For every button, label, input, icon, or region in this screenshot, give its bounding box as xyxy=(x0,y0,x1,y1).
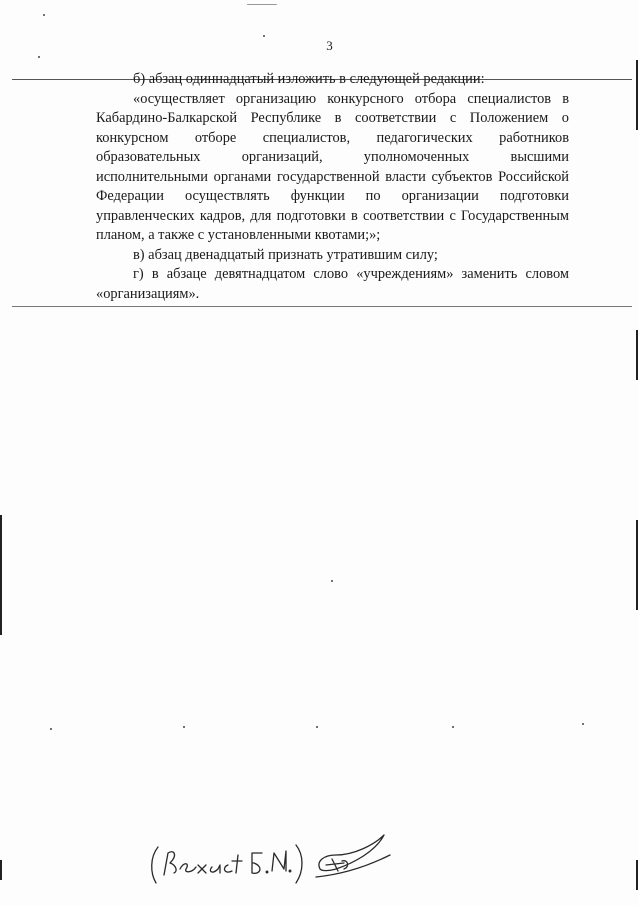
scan-edge-mark xyxy=(0,860,2,880)
scan-speck xyxy=(316,726,318,728)
page-number: 3 xyxy=(326,38,333,53)
scan-speck xyxy=(43,14,45,16)
paragraph-v: в) абзац двенадцатый признать утратившим силу; xyxy=(133,246,438,263)
scan-speck xyxy=(331,580,333,582)
scan-speck xyxy=(50,728,52,730)
scan-speck xyxy=(247,4,277,5)
scan-edge-mark xyxy=(636,860,638,890)
paragraph-g: г) в абзаце девятнадцатом слово «учреждениям» заменить словом «организациям». xyxy=(96,266,569,302)
scan-speck xyxy=(38,56,40,58)
paragraph-b: б) абзац одиннадцатый изложить в следующей редакции: xyxy=(133,71,485,87)
divider-line xyxy=(12,306,632,307)
paragraph-quote: «осуществляет организацию конкурсного отбора специалистов в Кабардино-Балкарской Республике в соответствии с Положением о конкурсном отборе специалистов, педагогических работников образовательных организаций, уполномоченных высшими исполнительными органами государственной власти субъектов Российской Федерации осуществлять функции по организации подготовки управленческих кадров, для подготовки в соответствии с Государственным планом, а также с установленными квотами;»; xyxy=(96,90,569,243)
scan-edge-mark xyxy=(636,330,638,380)
scan-edge-mark xyxy=(0,515,2,635)
scan-speck xyxy=(263,35,265,37)
scan-edge-mark xyxy=(636,60,638,130)
handwritten-signature xyxy=(140,825,400,895)
document-body xyxy=(96,70,569,304)
scan-speck xyxy=(452,726,454,728)
scan-edge-mark xyxy=(636,520,638,610)
scan-speck xyxy=(582,723,584,725)
scan-speck xyxy=(183,726,185,728)
